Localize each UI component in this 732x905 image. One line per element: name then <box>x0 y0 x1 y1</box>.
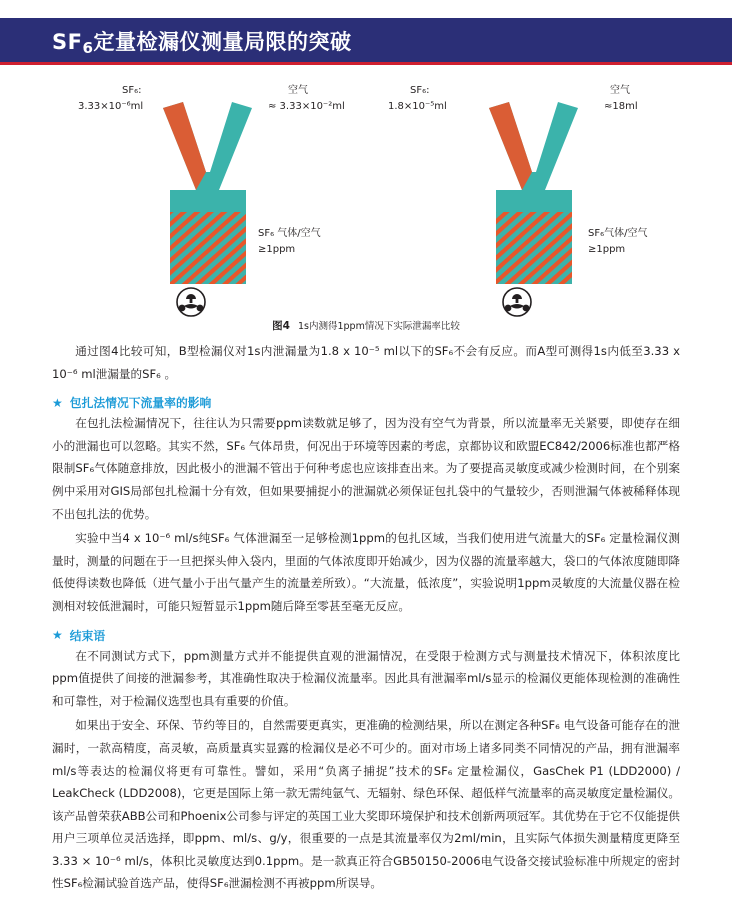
label-right-ratio-line1: SF₆气体/空气 <box>588 228 648 239</box>
paragraph-s1-p2: 实验中当4 x 10⁻⁶ ml/s纯SF₆ 气体泄漏至一足够检测1ppm的包扎区域，当我们使用进气流量大的SF₆ 定量检漏仪测量时，测量的问题在于一旦把探头伸入袋内，里面的气体浓度即开始减少，因为仪器的流量率越大，袋口的气体浓度随即降低使得读数也降低（进气量小于出气量产生的流量差所致）。“大流量，低浓度”，实验说明1ppm灵敏度的大流量仪器在检测相对较低泄漏时，可能只短暂显示1ppm随后降至零甚至毫无反应。 <box>52 531 680 613</box>
star-icon: ★ <box>52 628 63 643</box>
left-diagram <box>163 102 252 316</box>
figure-caption <box>0 318 732 333</box>
section-heading-1 <box>52 394 680 411</box>
paragraph-intro: 通过图4比较可知，B型检漏仪对1s内泄漏量为1.8 x 10⁻⁵ ml以下的SF₆不会有反应。而A型可测得1s内低至3.33 x 10⁻⁶ ml泄漏量的SF₆ 。 <box>52 344 680 381</box>
article-body <box>52 340 680 895</box>
label-left-air-title: 空气 <box>288 85 308 96</box>
label-left-sf6-value: 3.33×10⁻⁶ml <box>78 101 144 112</box>
label-left-air-value: ≈ 3.33×10⁻²ml <box>268 101 345 112</box>
section-heading-2 <box>52 627 680 644</box>
label-left-ratio-line1: SF₆ 气体/空气 <box>258 228 321 239</box>
label-right-air-title: 空气 <box>610 85 630 96</box>
label-left-sf6-title: SF₆: <box>122 85 142 96</box>
label-right-air-value: ≈18ml <box>604 101 638 112</box>
label-right-sf6-value: 1.8×10⁻⁵ml <box>388 101 447 112</box>
header-accent-rule <box>0 62 732 65</box>
label-right-ratio-line2: ≥1ppm <box>588 244 626 255</box>
paragraph-s1-p1: 在包扎法检漏情况下，往往认为只需要ppm读数就足够了，因为没有空气为背景，所以流量率无关紧要，即使存在细小的泄漏也可以忽略。其实不然，SF₆ 气体昂贵，何况出于环境等因素的考虑，京都协议和欧盟EC842/2006标准也都严格限制SF₆气体随意排放，因此极小的泄漏不管出于何种考虑也应该排查出来。为了要提高灵敏度或减少检测时间，在个别案例中采用对GIS局部包扎检漏十分有效，但如果要捕捉小的泄漏就必须保证包扎袋中的气量较少，否则泄漏气体被稀释体现不出包扎法的优势。 <box>52 416 680 521</box>
label-right-sf6-title: SF₆: <box>410 85 430 96</box>
figure-caption-text: 1s内测得1ppm情况下实际泄漏率比较 <box>297 321 460 332</box>
figure-4 <box>0 72 732 332</box>
section-heading-2-label: 结束语 <box>69 628 106 643</box>
figure-caption-number: 图4 <box>272 320 290 332</box>
star-icon: ★ <box>52 395 63 410</box>
right-diagram <box>489 102 578 316</box>
section-heading-1-label: 包扎法情况下流量率的影响 <box>69 396 212 411</box>
label-left-ratio-line2: ≥1ppm <box>258 244 296 255</box>
paragraph-s2-p2: 如果出于安全、环保、节约等目的，自然需要更真实，更准确的检测结果，所以在测定各种SF₆ 电气设备可能存在的泄漏时，一款高精度，高灵敏，高质量真实显露的检漏仪是必不可少的。面对市场上诸多同类不同情况的产品，拥有泄漏率ml/s等表达的检漏仪将更有可靠性。譬如，采用“负离子捕捉”技术的SF₆ 定量检漏仪，GasChek P1 (LDD2000) / LeakCheck (LDD2008)，它更是国际上第一款无需纯氩气、无辐射、绿色环保、超低样气流量率的高灵敏度定量检漏仪。该产品曾荣获ABB公司和Phoenix公司参与评定的英国工业大奖即环境保护和技术创新两项冠军。其优势在于它不仅能提供用户三项单位灵活选择，即ppm、ml/s、g/y，很重要的一点是其流量率仅为2ml/min，且实际气体损失测量精度更降至3.33 × 10⁻⁶ ml/s，体积比灵敏度达到0.1ppm。是一款真正符合GB50150-2006电气设备交接试验标准中所规定的密封性SF₆检漏试验首选产品，使得SF₆泄漏检测不再被ppm所误导。 <box>52 718 680 891</box>
paragraph-s2-p1: 在不同测试方式下，ppm测量方式并不能提供直观的泄漏情况，在受限于检测方式与测量技术情况下，体积浓度比ppm值提供了间接的泄漏参考，其准确性取决于检漏仪流量率。因此具有泄漏率ml/s显示的检漏仪更能体现检测的准确性和可靠性，对于检漏仪选型也具有重要的价值。 <box>52 648 680 708</box>
page-title: $SF_6$定量检漏仪测量局限的突破 <box>52 30 352 57</box>
